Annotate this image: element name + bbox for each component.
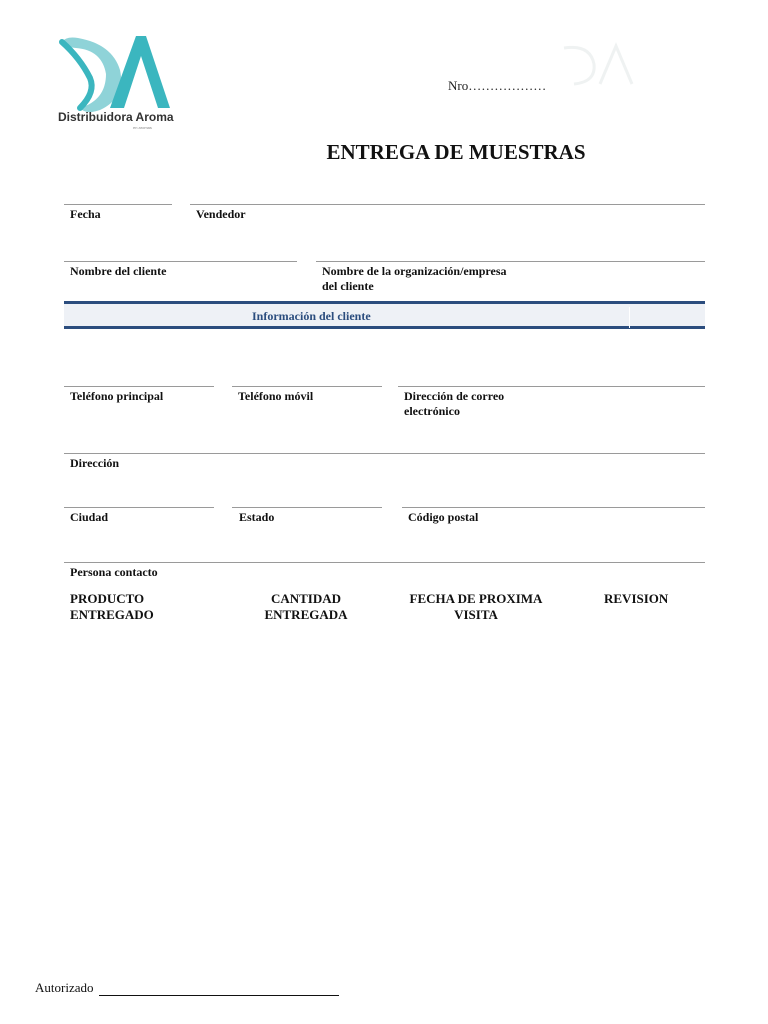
col-header-fecha-line1: FECHA DE PROXIMA bbox=[409, 591, 543, 606]
correo-label-1: Dirección de correo bbox=[404, 389, 505, 403]
persona-contacto-line bbox=[64, 562, 705, 563]
brand-subtitle: en aromas bbox=[133, 125, 152, 130]
watermark-logo bbox=[560, 40, 670, 90]
ciudad-line bbox=[64, 507, 214, 508]
section-title: Información del cliente bbox=[252, 309, 371, 323]
ciudad-label: Ciudad bbox=[70, 510, 109, 524]
col-header-producto bbox=[70, 591, 154, 623]
signature-line[interactable] bbox=[99, 995, 339, 996]
col-header-fecha-visita bbox=[406, 591, 546, 623]
nro-field[interactable]: Nro……………… bbox=[448, 78, 547, 93]
correo-line bbox=[398, 386, 705, 387]
page-title: ENTREGA DE MUESTRAS bbox=[326, 140, 586, 164]
vendedor-label: Vendedor bbox=[196, 207, 246, 221]
vendedor-line bbox=[190, 204, 705, 205]
telefono-principal-label: Teléfono principal bbox=[70, 389, 164, 403]
correo-label-2: electrónico bbox=[404, 404, 460, 418]
col-header-cantidad-line2: ENTREGADA bbox=[264, 607, 348, 622]
estado-line bbox=[232, 507, 382, 508]
fecha-line bbox=[64, 204, 172, 205]
direccion-label: Dirección bbox=[70, 456, 120, 470]
col-header-producto-line1: PRODUCTO bbox=[70, 591, 145, 606]
telefono-movil-label: Teléfono móvil bbox=[238, 389, 314, 403]
section-header-bar bbox=[64, 301, 705, 329]
organizacion-label-1: Nombre de la organización/empresa bbox=[322, 264, 507, 278]
codigo-postal-line bbox=[402, 507, 705, 508]
telefono-movil-line bbox=[232, 386, 382, 387]
col-header-cantidad bbox=[256, 591, 356, 623]
section-divider bbox=[629, 307, 630, 328]
telefono-principal-line bbox=[64, 386, 214, 387]
fecha-label: Fecha bbox=[70, 207, 101, 221]
col-header-fecha-line2: VISITA bbox=[454, 607, 498, 622]
estado-label: Estado bbox=[239, 510, 275, 524]
organizacion-label-2: del cliente bbox=[322, 279, 374, 293]
col-header-cantidad-line1: CANTIDAD bbox=[270, 591, 342, 606]
brand-name: Distribuidora Aroma bbox=[58, 110, 174, 124]
autorizado-label: Autorizado bbox=[35, 980, 94, 995]
logo-swoosh bbox=[62, 42, 92, 108]
col-header-revision: REVISION bbox=[604, 591, 669, 606]
persona-contacto-label: Persona contacto bbox=[70, 565, 158, 579]
nombre-cliente-label: Nombre del cliente bbox=[70, 264, 167, 278]
codigo-postal-label: Código postal bbox=[408, 510, 479, 524]
direccion-line bbox=[64, 453, 705, 454]
nombre-cliente-line bbox=[64, 261, 297, 262]
col-header-producto-line2: ENTREGADO bbox=[70, 607, 154, 622]
organizacion-line bbox=[316, 261, 705, 262]
